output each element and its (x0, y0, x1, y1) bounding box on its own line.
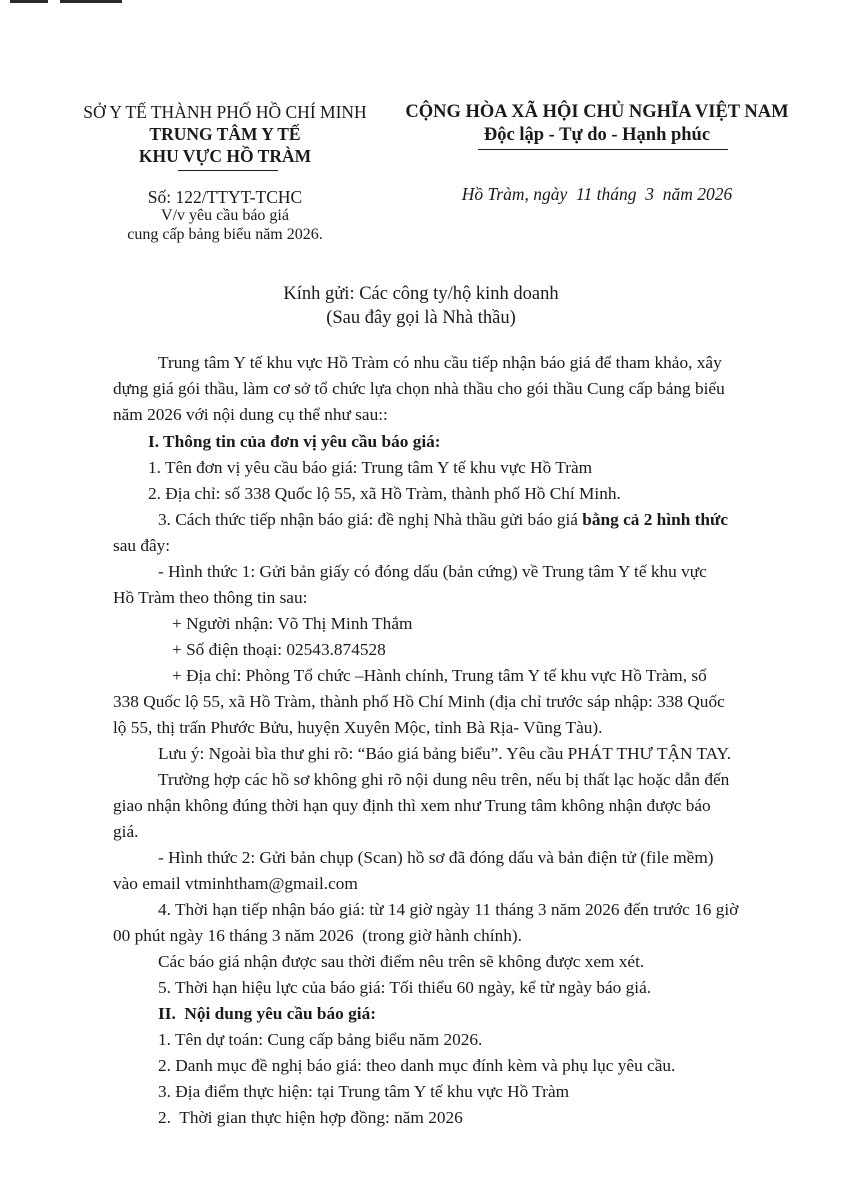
s1-item-4-line-1: 4. Thời hạn tiếp nhận báo giá: từ 14 giờ ngày 11 tháng 3 năm 2026 đến trước 16 giờ (158, 900, 739, 919)
late-note: Các báo giá nhận được sau thời điểm nêu trên sẽ không được xem xét. (158, 952, 645, 971)
section-1-heading: I. Thông tin của đơn vị yêu cầu báo giá: (148, 432, 441, 451)
s1-item-3 (158, 509, 728, 531)
header-right-underline (478, 149, 728, 150)
section-2-heading: II. Nội dung yêu cầu báo giá: (158, 1004, 376, 1023)
case-line-3: giá. (113, 822, 139, 841)
agency-parent: SỞ Y TẾ THÀNH PHỐ HỒ CHÍ MINH (83, 102, 367, 122)
document-number: Số: 122/TTYT-TCHC (147, 187, 303, 207)
s2-item-4: 2. Thời gian thực hiện hợp đồng: năm 2026 (158, 1108, 463, 1127)
recipient-name: + Người nhận: Võ Thị Minh Thắm (172, 614, 413, 633)
recipient-address-2: 338 Quốc lộ 55, xã Hồ Tràm, thành phố Hồ Chí Minh (địa chỉ trước sáp nhập: 338 Quốc (113, 692, 725, 711)
recipient-line-2: (Sau đây gọi là Nhà thầu) (326, 308, 516, 328)
nation-motto: Độc lập - Tự do - Hạnh phúc (483, 125, 711, 145)
recipient-address-1: + Địa chỉ: Phòng Tổ chức –Hành chính, Trung tâm Y tế khu vực Hồ Tràm, số (172, 666, 707, 685)
s2-item-1: 1. Tên dự toán: Cung cấp bảng biểu năm 2026. (158, 1030, 483, 1049)
form-2-line-1: - Hình thức 2: Gửi bản chụp (Scan) hồ sơ đã đóng dấu và bản điện tử (file mềm) (158, 848, 714, 867)
header-left-underline (178, 170, 278, 171)
case-line-2: giao nhận không đúng thời hạn quy định thì xem như Trung tâm không nhận được báo (113, 796, 711, 815)
form-2-line-2: vào email vtminhtham@gmail.com (113, 874, 358, 893)
intro-line-1: Trung tâm Y tế khu vực Hồ Tràm có nhu cầu tiếp nhận báo giá để tham khảo, xây (158, 353, 722, 372)
scan-artifact (10, 0, 48, 3)
place-date: Hồ Tràm, ngày 11 tháng 3 năm 2026 (461, 184, 733, 204)
form-1-line-1: - Hình thức 1: Gửi bản giấy có đóng dấu (bản cứng) về Trung tâm Y tế khu vực (158, 562, 707, 581)
s1-item-5: 5. Thời hạn hiệu lực của báo giá: Tối thiểu 60 ngày, kể từ ngày báo giá. (158, 978, 652, 997)
s1-item-3-text: 3. Cách thức tiếp nhận báo giá: đề nghị Nhà thầu gửi báo giá (158, 510, 583, 529)
agency-name-line1: TRUNG TÂM Y TẾ (149, 124, 301, 144)
recipient-phone: + Số điện thoại: 02543.874528 (172, 640, 386, 659)
subject-line-1: V/v yêu cầu báo giá (161, 207, 289, 224)
scan-artifact (60, 0, 122, 3)
s1-item-1: 1. Tên đơn vị yêu cầu báo giá: Trung tâm Y tế khu vực Hồ Tràm (148, 458, 593, 477)
s2-item-3: 3. Địa điểm thực hiện: tại Trung tâm Y tế khu vực Hồ Tràm (158, 1082, 570, 1101)
recipient-address-3: lộ 55, thị trấn Phước Bửu, huyện Xuyên Mộc, tỉnh Bà Rịa- Vũng Tàu). (113, 718, 603, 737)
s1-item-3-cont: sau đây: (113, 536, 171, 555)
nation-title: CỘNG HÒA XÃ HỘI CHỦ NGHĨA VIỆT NAM (405, 102, 789, 122)
s1-item-4-line-2: 00 phút ngày 16 tháng 3 năm 2026 (trong giờ hành chính). (113, 926, 522, 945)
s2-item-2: 2. Danh mục đề nghị báo giá: theo danh mục đính kèm và phụ lục yêu cầu. (158, 1056, 676, 1075)
agency-name-line2: KHU VỰC HỒ TRÀM (138, 146, 312, 166)
case-line-1: Trường hợp các hồ sơ không ghi rõ nội dung nêu trên, nếu bị thất lạc hoặc dẫn đến (158, 770, 730, 789)
s1-item-3-emphasis: bằng cả 2 hình thức (582, 510, 729, 529)
envelope-note: Lưu ý: Ngoài bìa thư ghi rõ: “Báo giá bảng biểu”. Yêu cầu PHÁT THƯ TẬN TAY. (158, 744, 732, 763)
intro-line-3: năm 2026 với nội dung cụ thể như sau:: (113, 405, 388, 424)
intro-line-2: dựng giá gói thầu, làm cơ sở tổ chức lựa chọn nhà thầu cho gói thầu Cung cấp bảng biểu (113, 379, 725, 398)
form-1-line-2: Hồ Tràm theo thông tin sau: (113, 588, 308, 607)
s1-item-2: 2. Địa chỉ: số 338 Quốc lộ 55, xã Hồ Tràm, thành phố Hồ Chí Minh. (148, 484, 621, 503)
subject-line-2: cung cấp bảng biểu năm 2026. (127, 226, 323, 243)
recipient-line-1: Kính gửi: Các công ty/hộ kinh doanh (283, 284, 559, 304)
